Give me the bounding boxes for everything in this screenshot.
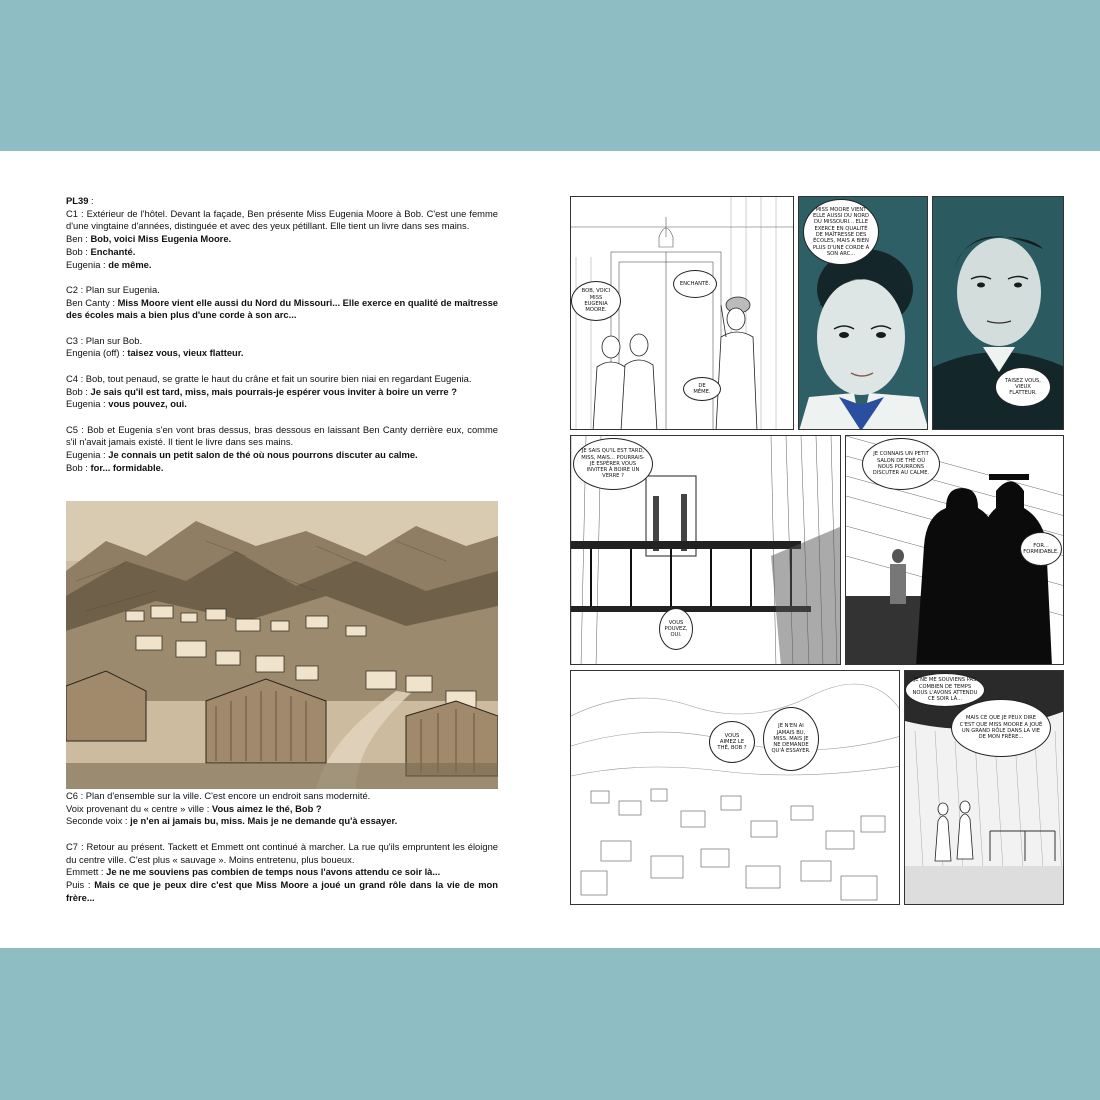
c6-description: C6 : Plan d'ensemble sur la ville. C'est encore un endroit sans modernité. xyxy=(66,790,371,801)
speech-bubble: VOUS POUVEZ, OUI. xyxy=(659,608,693,650)
dialogue-line: Emmett : Je ne me souviens pas combien de temps nous l'avons attendu ce soir là... xyxy=(66,866,441,878)
script-part-1 xyxy=(66,195,498,474)
dialogue-line: Eugenia : de même. xyxy=(66,258,152,270)
dialogue-line: Bob : Enchanté. xyxy=(66,245,136,257)
dialogue-line: Eugenia : Je connais un petit salon de thé où nous pourrons discuter au calme. xyxy=(66,449,418,460)
speech-bubble: JE NE ME SOUVIENS PAS COMBIEN DE TEMPS NOUS L'AVONS ATTENDU CE SOIR LÀ... xyxy=(905,673,985,707)
c3-description: C3 : Plan sur Bob. xyxy=(66,334,143,346)
dialogue-line: Eugenia : vous pouvez, oui. xyxy=(66,398,187,410)
comic-panel-3 xyxy=(932,196,1064,430)
c2-description: C2 : Plan sur Eugenia. xyxy=(66,283,160,295)
comic-panel-6 xyxy=(570,670,900,905)
speech-bubble: TAISEZ VOUS, VIEUX FLATTEUR. xyxy=(995,367,1051,407)
speech-bubble: VOUS AIMEZ LE THÉ, BOB ? xyxy=(709,721,755,763)
comic-panel-4 xyxy=(570,435,841,665)
dialogue-line: Puis : Mais ce que je peux dire c'est que Miss Moore a joué un grand rôle dans la vie de mon frère... xyxy=(66,878,498,903)
speech-bubble: JE N'EN AI JAMAIS BU, MISS. MAIS JE NE DEMANDE QU'À ESSAYER. xyxy=(763,707,819,771)
speech-bubble: MISS MOORE VIENT ELLE AUSSI DU NORD DU MISSOURI... ELLE EXERCE EN QUALITÉ DE MAÎTRESSE DES ÉCOLES, MAIS A BIEN PLUS D'UNE CORDE À SON ARC... xyxy=(803,199,879,265)
script-part-2 xyxy=(66,790,498,904)
dialogue-line: Seconde voix : je n'en ai jamais bu, miss. Mais je ne demande qu'à essayer. xyxy=(66,815,398,827)
comic-panel-7 xyxy=(904,670,1064,905)
town-engraving-drawing xyxy=(66,501,498,789)
speech-bubble: BOB, VOICI MISS EUGENIA MOORE. xyxy=(571,281,621,321)
c7-description: C7 : Retour au présent. Tackett et Emmett ont continué à marcher. La rue qu'ils empruntent les éloigne du centre ville. C'est plus « sauvage ». Moins entretenu, plus boueux. xyxy=(66,840,498,865)
speech-bubble: MAIS CE QUE JE PEUX DIRE C'EST QUE MISS MOORE A JOUÉ UN GRAND RÔLE DANS LA VIE DE MON FRÈRE... xyxy=(951,699,1051,757)
dialogue-line: Bob : Je sais qu'il est tard, miss, mais pourrais-je espérer vous inviter à boire un verre ? xyxy=(66,385,457,397)
speech-bubble: JE SAIS QU'IL EST TARD, MISS, MAIS... POURRAIS-JE ESPÉRER VOUS INVITER À BOIRE UN VERRE ? xyxy=(573,438,653,490)
dialogue-line: Ben Canty : Miss Moore vient elle aussi du Nord du Missouri... Elle exerce en qualité de maîtresse des écoles mais a bien plus d'une corde à son arc... xyxy=(66,296,498,321)
comic-panel-1 xyxy=(570,196,794,430)
c5-description: C5 : Bob et Eugenia s'en vont bras dessus, bras dessous en laissant Ben Canty derrière eux, comme s'il n'avait jamais existé. Il tient le livre dans ses mains. xyxy=(66,423,498,448)
speech-bubble: JE CONNAIS UN PETIT SALON DE THÉ OÙ NOUS POURRONS DISCUTER AU CALME. xyxy=(862,438,940,490)
spread-page xyxy=(0,151,1100,948)
dialogue-line: Bob : for... formidable. xyxy=(66,461,164,473)
dialogue-line: Voix provenant du « centre » ville : Vous aimez le thé, Bob ? xyxy=(66,802,322,814)
c4-description: C4 : Bob, tout penaud, se gratte le haut du crâne et fait un sourire bien niai en regardant Eugenia. xyxy=(66,372,472,384)
comic-panel-2 xyxy=(798,196,928,430)
c1-description: C1 : Extérieur de l'hôtel. Devant la façade, Ben présente Miss Eugenia Moore à Bob. C'est une femme d'une vingtaine d'années, distinguée et avec des yeux pétillant. Elle tient un livre dans ses mains. xyxy=(66,207,498,232)
dialogue-line: Engenia (off) : taisez vous, vieux flatteur. xyxy=(66,347,244,359)
town-engraving-image xyxy=(66,501,498,789)
comic-panel-5 xyxy=(845,435,1064,665)
speech-bubble: FOR... FORMIDABLE. xyxy=(1020,532,1062,566)
speech-bubble: DE MÊME. xyxy=(683,377,721,401)
dialogue-line: Ben : Bob, voici Miss Eugenia Moore. xyxy=(66,233,232,245)
speech-bubble: ENCHANTÉ. xyxy=(673,270,717,298)
panel-6-drawing xyxy=(571,671,900,905)
plate-heading: PL39 : xyxy=(66,195,94,206)
